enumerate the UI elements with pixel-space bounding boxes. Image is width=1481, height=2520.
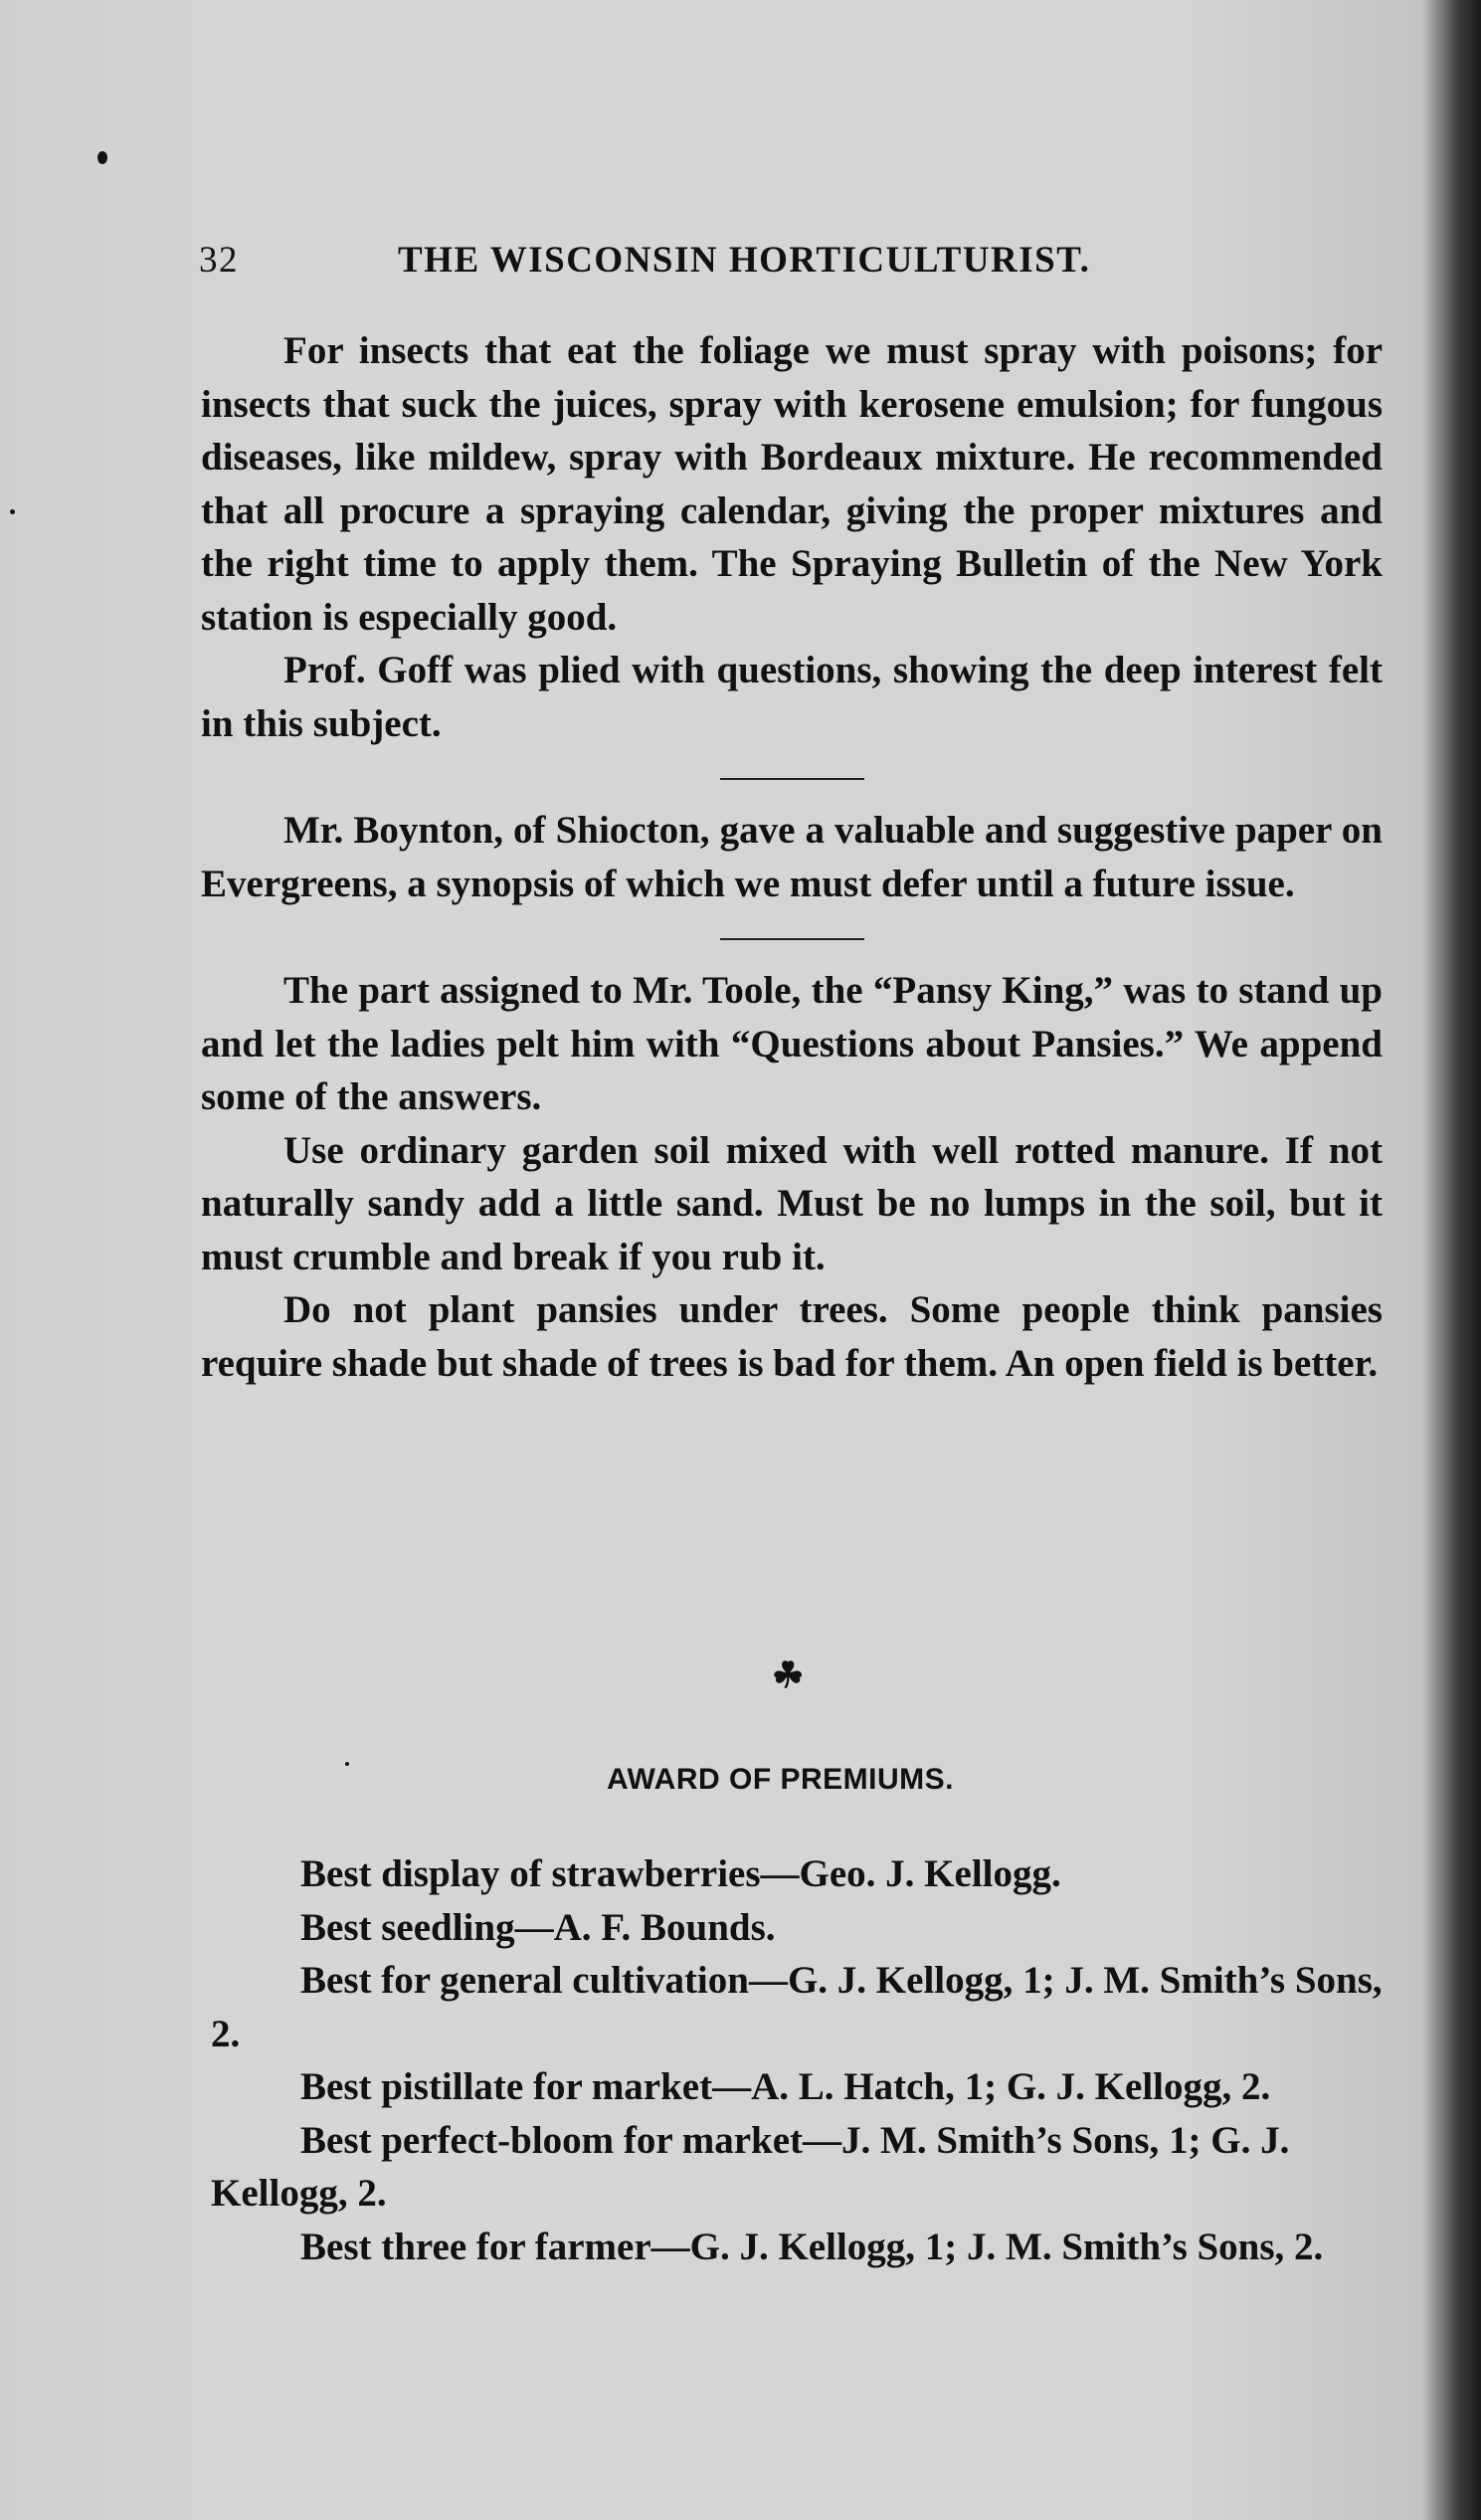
section-divider xyxy=(720,778,864,780)
ornament-icon: ☘ xyxy=(772,1654,805,1696)
article-body xyxy=(201,324,1383,1390)
list-item: Best perfect-bloom for market—J. M. Smith’s Sons, 1; G. J. Kellogg, 2. xyxy=(211,2118,1290,2215)
list-item: Best three for farmer—G. J. Kellogg, 1; J. M. Smith’s Sons, 2. xyxy=(300,2225,1324,2268)
paragraph-boynton: Mr. Boynton, of Shiocton, gave a valuable and suggestive paper on Evergreens, a synopsis of which we must defer until a future issue. xyxy=(201,809,1383,905)
paragraph-soil: Use ordinary garden soil mixed with well rotted manure. If not naturally sandy add a little sand. Must be no lumps in the soil, but it must crumble and break if you rub it. xyxy=(201,1128,1383,1278)
paragraph-shade: Do not plant pansies under trees. Some people think pansies require shade but shade of trees is bad for them. An open field is better. xyxy=(201,1288,1383,1385)
page-number: 32 xyxy=(199,240,239,281)
section-heading: AWARD OF PREMIUMS. xyxy=(606,1763,954,1796)
list-item: Best pistillate for market—A. L. Hatch, 1; G. J. Kellogg, 2. xyxy=(300,2065,1271,2108)
list-item: Best seedling—A. F. Bounds. xyxy=(300,1905,776,1949)
list-item: Best display of strawberries—Geo. J. Kellogg. xyxy=(300,1852,1061,1895)
premium-list xyxy=(211,1847,1400,2273)
paragraph-goff: Prof. Goff was plied with questions, showing the deep interest felt in this subject. xyxy=(201,649,1383,745)
running-title: THE WISCONSIN HORTICULTURIST. xyxy=(398,240,1091,281)
section-divider xyxy=(720,938,864,940)
ink-speck xyxy=(97,151,107,164)
paragraph-toole: The part assigned to Mr. Toole, the “Pansy King,” was to stand up and let the ladies pelt him with “Questions about Pansies.” We append some of the answers. xyxy=(201,969,1383,1118)
page-header xyxy=(199,239,1253,287)
ink-speck xyxy=(10,509,15,514)
list-item: Best for general cultivation—G. J. Kellogg, 1; J. M. Smith’s Sons, 2. xyxy=(211,1959,1383,2055)
paragraph-spraying: For insects that eat the foliage we must spray with poisons; for insects that suck the juices, spray with kerosene emulsion; for fungous diseases, like mildew, spray with Bordeaux mixture. He recommended that all procure a spraying calendar, giving the proper mixtures and the right time to apply them. The Spraying Bulletin of the New York station is especially good. xyxy=(201,329,1383,639)
